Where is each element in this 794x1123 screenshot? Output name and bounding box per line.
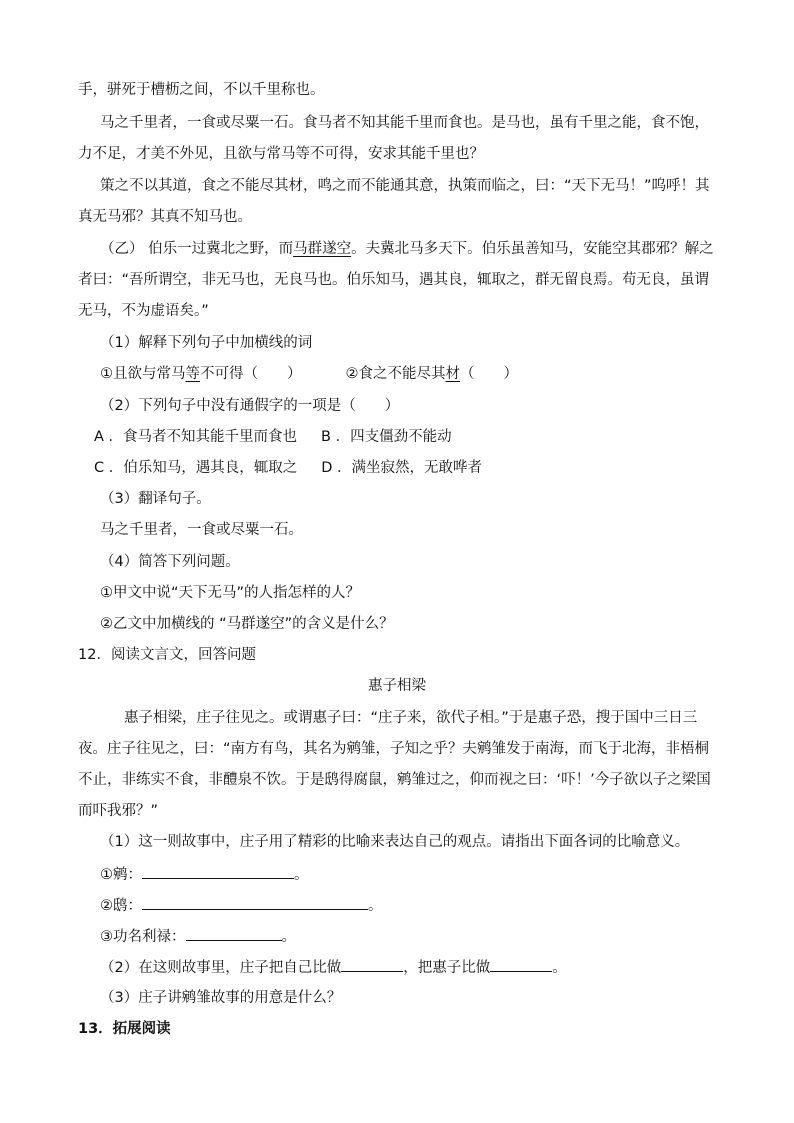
- text-line: 真无马邪？其真不知马也。: [78, 209, 252, 225]
- text-line: 惠子相梁，庄子往见之。或谓惠子曰：“庄子来，欲代子相。”于是惠子恐，搜于国中三日三: [124, 710, 698, 726]
- question-3: （3）翻译句子。: [100, 491, 211, 507]
- text-segment: 。: [281, 929, 296, 945]
- blank-item: [100, 926, 750, 947]
- question-2: （2）下列句子中没有通假字的一项是（ ）: [100, 398, 400, 414]
- text-segment: ①鹓：: [100, 867, 142, 883]
- item-b: [346, 366, 519, 382]
- heading-12: 12．阅读文言文，回答问题: [78, 647, 256, 663]
- text-segment: （乙） 伯乐一过冀北之野，而: [100, 241, 294, 257]
- text-segment: ①且欲与常马: [100, 366, 186, 382]
- text-segment: ②鸱：: [100, 898, 142, 914]
- text-segment: 。: [368, 898, 383, 914]
- underlined-word: 等: [185, 366, 200, 382]
- text-line: 马之千里者，一食或尽粟一石。食马者不知其能千里而食也。是马也，虽有千里之能，食不饱，: [100, 115, 709, 131]
- text-segment: 不可得（ ）: [200, 366, 302, 382]
- blank-item: [100, 864, 750, 885]
- heading-13: 13．拓展阅读: [78, 1021, 171, 1037]
- sub-question-3: （3）庄子讲鹓雏故事的用意是什么？: [100, 990, 342, 1006]
- underlined-word: 材: [445, 366, 460, 382]
- text-line: 夜。庄子往见之，曰：“南方有鸟，其名为鹓雏，子知之乎？夫鹓雏发于南海，而飞于北海，非梧桐: [78, 741, 710, 757]
- sub-question-2: [100, 957, 750, 978]
- text-line: 者曰：“吾所谓空，非无马也，无良马也。伯乐知马，遇其良，辄取之，群无留良焉。苟无良，虽谓: [78, 272, 710, 288]
- question-1: （1）解释下列句子中加横线的词: [100, 335, 313, 351]
- text-segment: （ ）: [460, 366, 518, 382]
- answer-blank[interactable]: [142, 895, 368, 910]
- option-c: C ．伯乐知马，遇其良，辄取之: [94, 460, 298, 476]
- text-line-yi: [100, 239, 750, 259]
- option-row: [94, 427, 744, 447]
- underlined-phrase: 马群遂空: [293, 241, 352, 257]
- text-line: 不止，非练实不食，非醴泉不饮。于是鸱得腐鼠，鹓雏过之，仰而视之曰：‘吓！’今子欲以子之梁国: [78, 772, 711, 788]
- passage-title: 惠子相梁: [368, 678, 426, 694]
- answer-blank[interactable]: [142, 864, 294, 879]
- text-segment: 。夫冀北马多天下。伯乐虽善知马，安能空其郡邪？解之: [351, 241, 714, 257]
- text-segment: ，把惠子比做: [403, 960, 491, 976]
- answer-blank[interactable]: [490, 957, 552, 972]
- item-a: [100, 366, 302, 382]
- question-4a: ①甲文中说“天下无马”的人指怎样的人？: [100, 585, 361, 601]
- option-b: B ．四支僵劲不能动: [321, 429, 452, 445]
- option-a: A ．食马者不知其能千里而食也: [94, 429, 298, 445]
- blank-item: [100, 895, 750, 916]
- text-line: 策之不以其道，食之不能尽其材，鸣之而不能通其意，执策而临之，曰：“天下无马！”呜呼！其: [100, 178, 710, 194]
- text-segment: ②食之不能尽其: [345, 366, 446, 382]
- answer-blank[interactable]: [341, 957, 403, 972]
- text-line: 无马，不为虚语矣。”: [78, 303, 209, 319]
- text-line: 力不足，才美不外见，且欲与常马等不可得，安求其能千里也？: [78, 146, 484, 162]
- text-segment: 。: [294, 867, 309, 883]
- text-line: 手，骈死于槽枥之间，不以千里称也。: [78, 82, 325, 98]
- answer-blank[interactable]: [186, 926, 282, 941]
- option-d: D ．满坐寂然，无敢哗者: [321, 460, 483, 476]
- sub-question-1: （1）这一则故事中，庄子用了精彩的比喻来表达自己的观点。请指出下面各词的比喻意义。: [100, 834, 690, 850]
- translate-sentence: 马之千里者，一食或尽粟一石。: [100, 522, 303, 538]
- text-segment: 。: [552, 960, 567, 976]
- question-1-items: [100, 364, 750, 384]
- text-line: 而吓我邪？”: [78, 803, 159, 819]
- question-4b: ②乙文中加横线的 “马群遂空”的含义是什么？: [100, 616, 394, 632]
- question-4: （4）简答下列问题。: [100, 554, 240, 570]
- option-row: [94, 458, 744, 478]
- text-segment: （2）在这则故事里，庄子把自己比做: [100, 960, 342, 976]
- text-segment: ③功名利禄：: [100, 929, 186, 945]
